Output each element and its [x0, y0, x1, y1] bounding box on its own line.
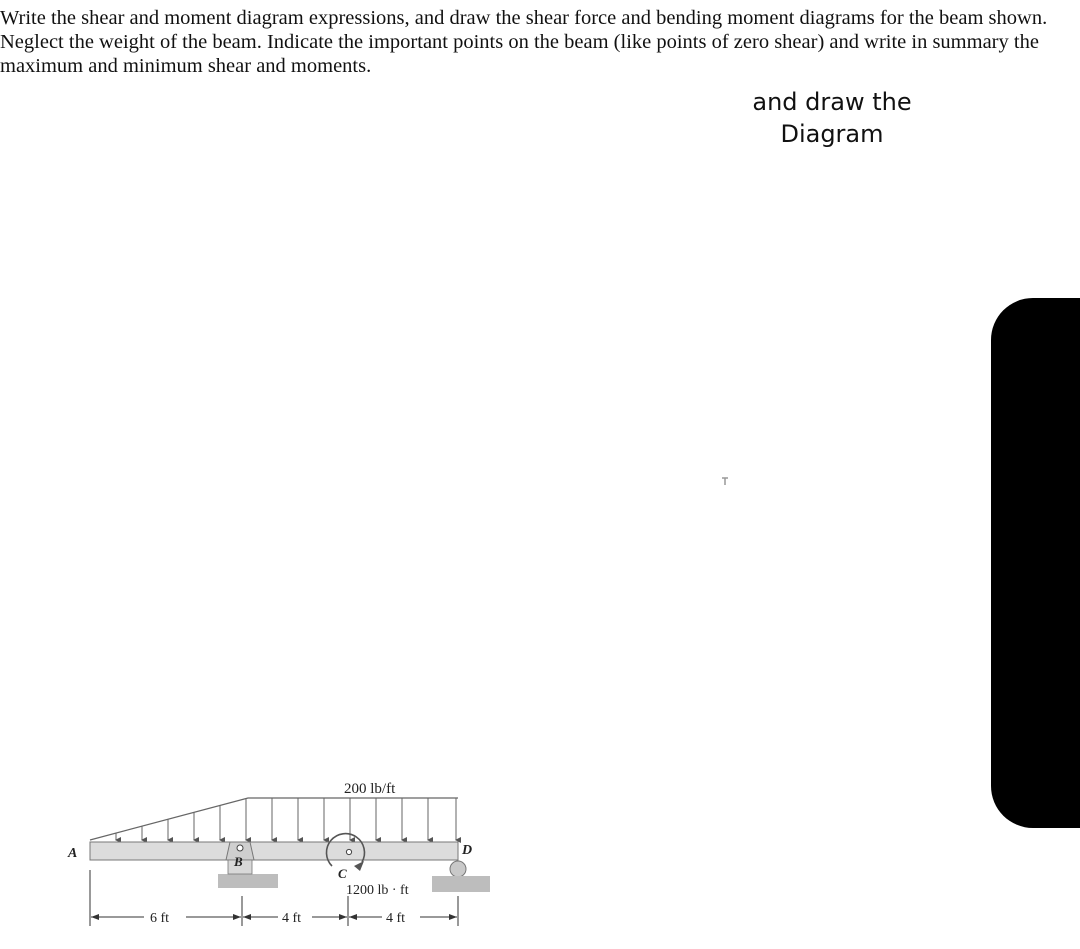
- moment-label: 1200 lb · ft: [346, 883, 409, 898]
- note-line-2: Diagram: [780, 120, 884, 148]
- point-c-label: C: [338, 866, 347, 881]
- dim-cd-label: 4 ft: [386, 911, 406, 926]
- dim-ab-label: 6 ft: [150, 911, 170, 926]
- distributed-load: [90, 798, 458, 840]
- point-d-label: D: [462, 843, 473, 858]
- load-label: 200 lb/ft: [344, 781, 396, 797]
- note-line-1: and draw the: [752, 88, 912, 116]
- beam: [90, 842, 458, 860]
- beam-diagram: [60, 770, 510, 945]
- handwritten-note: [732, 86, 932, 150]
- pin-icon: [720, 476, 730, 486]
- roller-support-d: [432, 861, 490, 892]
- point-b-label: B: [234, 854, 243, 869]
- dim-bc-label: 4 ft: [282, 911, 302, 926]
- black-overlay-panel: [991, 298, 1080, 828]
- problem-statement: Write the shear and moment diagram expressions, and draw the shear force and bending moment diagrams for the beam shown. Neglect the weight of the beam. Indicate the important points on the beam (like points of zero shear) and write in summary the maximum and minimum shear and moments.: [0, 7, 1048, 77]
- point-a-label: A: [68, 846, 78, 861]
